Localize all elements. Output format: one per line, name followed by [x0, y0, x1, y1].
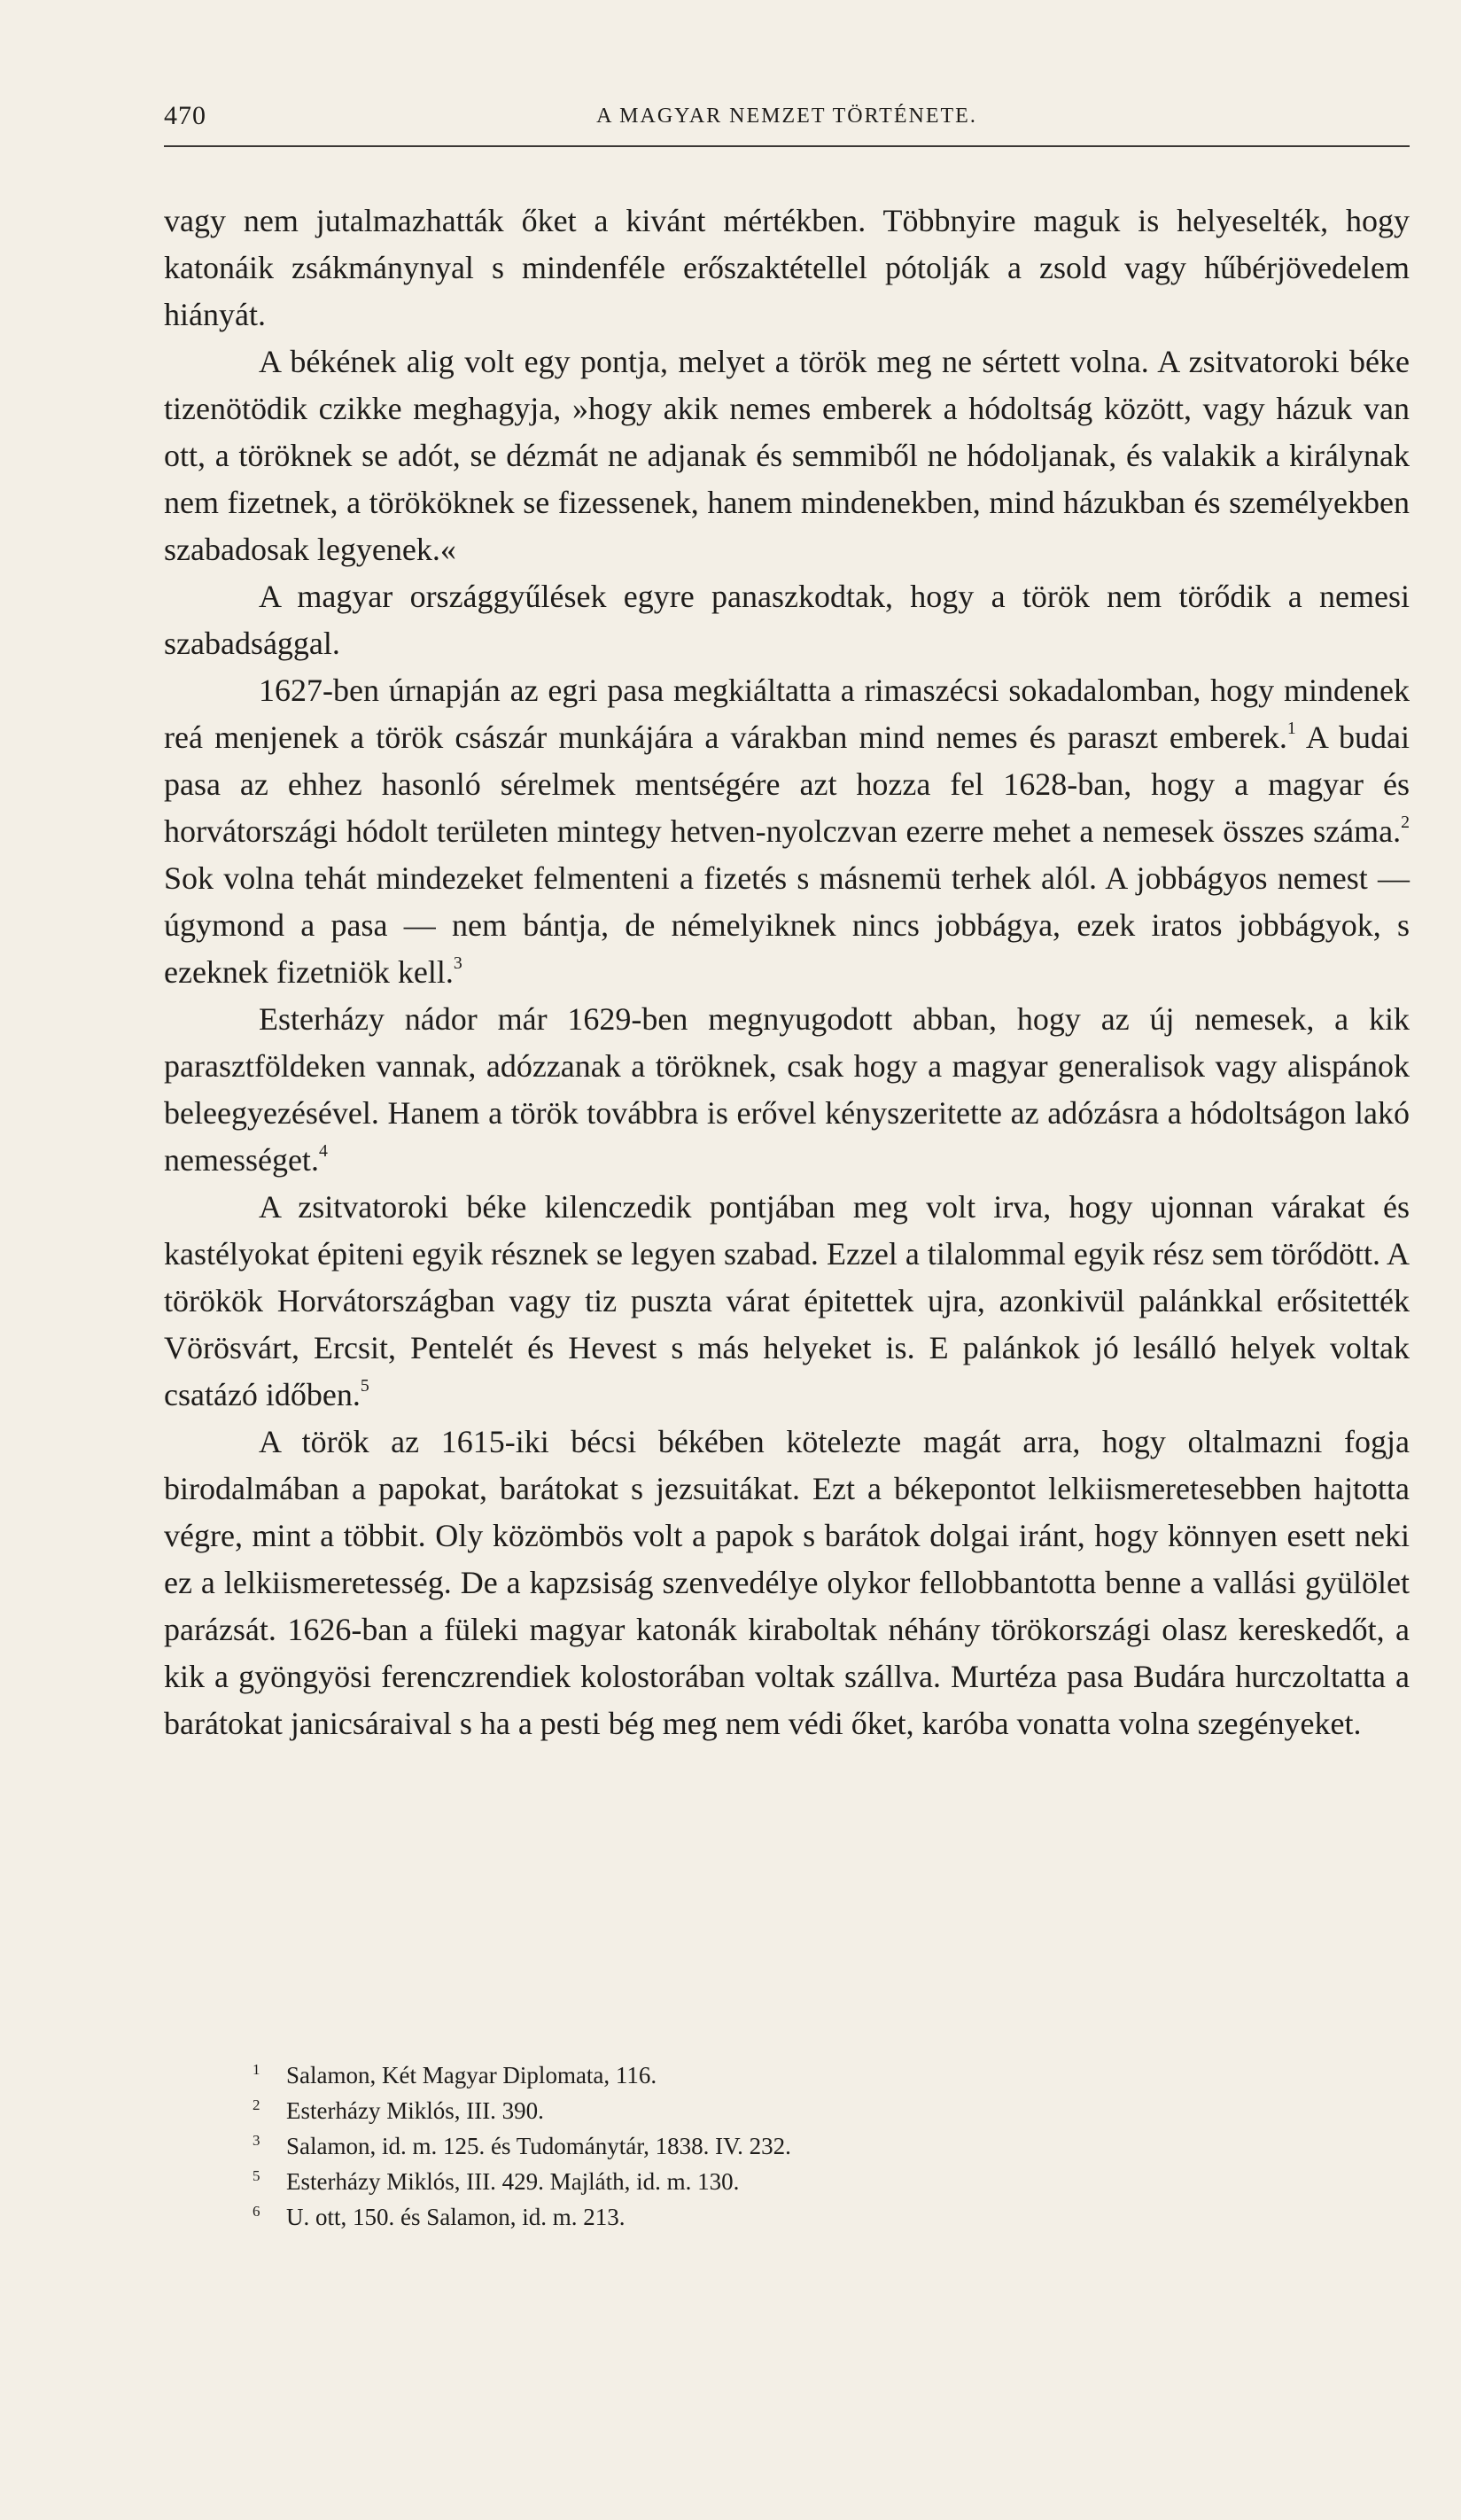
body-text — [164, 198, 1410, 1747]
paragraph-5: Esterházy nádor már 1629-ben megnyugodott abban, hogy az új nemesek, a kik parasztföldeken vannak, adózzanak a töröknek, csak hogy a magyar generalisok vagy alispánok beleegyezésével. Hanem a török továbbra is erővel kényszeritette az adózásra a hódoltságon lakó nemességet.$^4$ — [164, 1001, 1410, 1178]
running-title: A MAGYAR NEMZET TÖRTÉNETE. — [596, 105, 977, 128]
footnote-ref: 1 — [1286, 719, 1296, 739]
footnote-ref: 3 — [453, 953, 462, 974]
footnote: 6 U. ott, 150. és Salamon, id. m. 213. — [253, 2199, 1316, 2235]
footnote: 5 Esterházy Miklós, III. 429. Majláth, id. m. 130. — [253, 2164, 1316, 2199]
footnote-mark: 2 — [253, 2096, 260, 2113]
paragraph-7: A török az 1615-iki bécsi békében kötelezte magát arra, hogy oltalmazni fogja birodalmában a papokat, barátokat s jezsuitákat. Ezt a békepontot lelkiismeretesebben hajtotta végre, mint a többit. Oly közömbös volt a papok s barátok dolgai iránt, hogy könnyen esett neki ez a lelkiismeretesség. De a kapzsiság szenvedélye olykor fellobbantotta benne a vallási gyülölet parázsát. 1626-ban a füleki magyar katonák kiraboltak néhány törökországi olasz kereskedőt, a kik a gyöngyösi ferenczrendiek kolostorában voltak szállva. Murtéza pasa Budára hurczoltatta a barátokat janicsáraival s ha a pesti bég meg nem védi őket, karóba vonatta volna szegényeket. — [164, 1424, 1410, 1741]
page-number: 470 — [164, 101, 206, 130]
footnote-mark: 3 — [253, 2132, 260, 2149]
footnote-mark: 1 — [253, 2061, 260, 2078]
footnote-mark: 6 — [253, 2203, 260, 2220]
paragraph-2: A békének alig volt egy pontja, melyet a török meg ne sértett volna. A zsitvatoroki béke tizenötödik czikke meghagyja, »hogy akik nemes emberek a hódoltság között, vagy házuk van ott, a töröknek se adót, se dézmát ne adjanak és semmiből ne hódoljanak, és valakik a királynak nem fizetnek, a törököknek se fizessenek, hanem mindenekben, mind házukban és személyekben szabadosak legyenek.« — [164, 344, 1410, 567]
footnotes — [253, 2057, 1316, 2235]
page-header — [164, 99, 1410, 147]
paragraph-4: 1627-ben úrnapján az egri pasa megkiáltatta a rimaszécsi sokadalomban, hogy mindenek reá menjenek a török császár munkájára a várakban mind nemes és paraszt emberek.$^1$ A budai pasa az ehhez hasonló sérelmek mentségére azt hozza fel 1628-ban, hogy a magyar és horvátországi hódolt területen mintegy hetven-nyolczvan ezerre mehet a nemesek összes száma.$^2$ Sok volna tehát mindezeket felmenteni a fizetés s másnemü terhek alól. A jobbágyos nemest — úgymond a pasa — nem bántja, de némelyiknek nincs jobbágya, ezek iratos jobbágyok, s ezeknek fizetniök kell.$^3$ — [164, 673, 1410, 990]
footnote-ref: 2 — [1401, 813, 1410, 833]
footnote-ref: 4 — [318, 1141, 328, 1162]
footnote-ref: 5 — [360, 1376, 369, 1396]
footnote: 3 Salamon, id. m. 125. és Tudománytár, 1838. IV. 232. — [253, 2128, 1316, 2164]
footnote: 1 Salamon, Két Magyar Diplomata, 116. — [253, 2057, 1316, 2093]
paragraph-3: A magyar országgyűlések egyre panaszkodtak, hogy a török nem törődik a nemesi szabadsággal. — [164, 579, 1410, 661]
paragraph-1: vagy nem jutalmazhatták őket a kivánt mértékben. Többnyire maguk is helyeselték, hogy katonáik zsákmánynyal s mindenféle erőszaktétellel pótolják a zsold vagy hűbérjövedelem hiányát. — [164, 203, 1410, 332]
footnote: 2 Esterházy Miklós, III. 390. — [253, 2093, 1316, 2128]
paragraph-6: A zsitvatoroki béke kilenczedik pontjában meg volt irva, hogy ujonnan várakat és kastélyokat épiteni egyik résznek se legyen szabad. Ezzel a tilalommal egyik rész sem törődött. A törökök Horvátországban vagy tiz puszta várat épitettek ujra, azonkivül palánkkal erősitették Vörösvárt, Ercsit, Pentelét és Hevest s más helyeket is. E palánkok jó lesálló helyek voltak csatázó időben.$^5$ — [164, 1189, 1410, 1412]
footnote-mark: 5 — [253, 2167, 260, 2184]
